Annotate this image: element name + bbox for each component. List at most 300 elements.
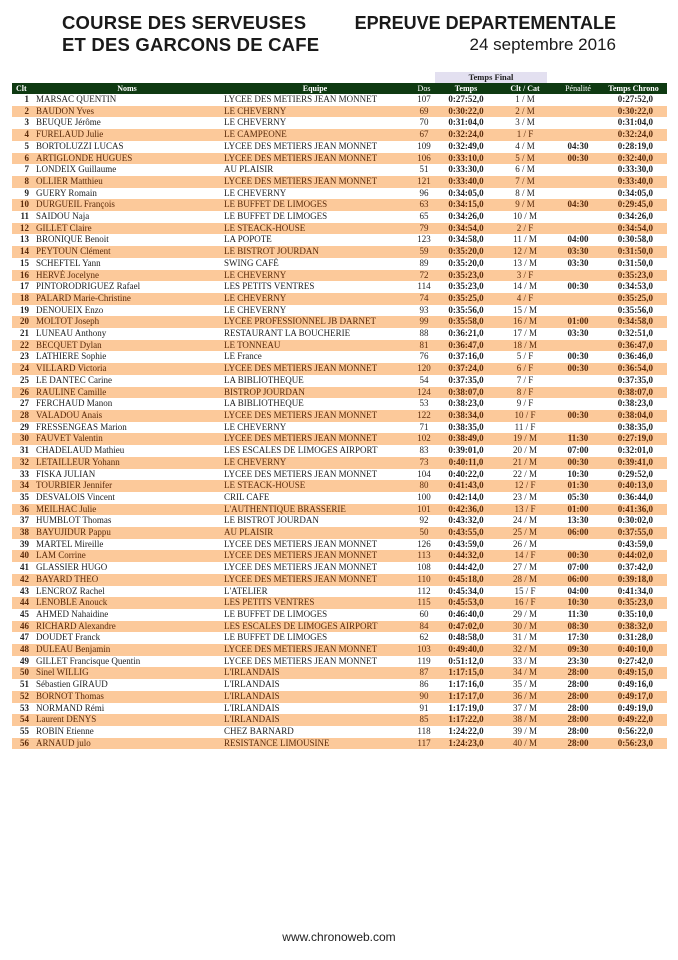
cell-category-rank: 27 / M xyxy=(512,562,537,573)
cell-category-rank: 34 / M xyxy=(494,667,556,679)
cell-chrono-time: 0:49:16,0 xyxy=(617,679,653,690)
cell-final-time: 0:51:12,0 xyxy=(448,655,484,666)
cell-penalty: 04:00 xyxy=(567,585,589,596)
cell-category-rank: 11 / M xyxy=(513,234,537,245)
cell-rank: 19 xyxy=(20,304,29,315)
cell-bib: 112 xyxy=(417,585,431,596)
col-header-noms: Noms xyxy=(34,83,220,94)
cell-category-rank: 9 / F xyxy=(516,398,534,409)
cell-penalty: 08:30 xyxy=(556,621,600,633)
cell-rank: 31 xyxy=(20,445,29,456)
cell-rank: 42 xyxy=(12,574,34,586)
cell-team: L'IRLANDAIS xyxy=(220,691,410,703)
cell-penalty xyxy=(556,539,600,551)
table-row xyxy=(12,410,667,422)
cell-chrono-time: 0:27:19,0 xyxy=(600,433,667,445)
cell-rank: 16 xyxy=(12,270,34,282)
cell-final-time: 0:43:55,0 xyxy=(438,527,494,539)
table-row xyxy=(12,351,667,363)
cell-name: GILLET Claire xyxy=(34,223,220,235)
cell-name: ROBIN Etienne xyxy=(36,725,94,736)
cell-penalty: 00:30 xyxy=(556,550,600,562)
cell-penalty xyxy=(556,164,600,176)
table-row xyxy=(12,457,667,469)
cell-chrono-time: 0:32:40,0 xyxy=(600,153,667,165)
table-row xyxy=(12,422,667,434)
cell-name: HUMBLOT Thomas xyxy=(36,515,112,526)
cell-final-time: 1:17:17,0 xyxy=(438,691,494,703)
cell-name: BRONIQUE Benoit xyxy=(36,234,109,245)
cell-category-rank: 1 / M xyxy=(515,94,535,104)
cell-rank: 52 xyxy=(12,691,34,703)
cell-bib: 93 xyxy=(419,304,429,315)
cell-rank: 22 xyxy=(12,340,34,352)
cell-category-rank: 26 / M xyxy=(512,538,537,549)
cell-final-time: 1:24:23,0 xyxy=(438,738,494,750)
cell-bib: 108 xyxy=(417,562,431,573)
temps-final-group-label: Temps Final xyxy=(435,72,547,83)
cell-final-time: 0:33:40,0 xyxy=(438,176,494,188)
cell-bib: 51 xyxy=(419,164,429,175)
table-row xyxy=(12,375,667,387)
cell-penalty: 28:00 xyxy=(567,725,589,736)
cell-chrono-time: 0:56:22,0 xyxy=(617,725,653,736)
table-row xyxy=(12,141,667,153)
cell-rank: 34 xyxy=(12,480,34,492)
cell-name: DENOUEIX Enzo xyxy=(36,304,104,315)
cell-bib: 126 xyxy=(417,538,431,549)
cell-name: PALARD Marie-Christine xyxy=(34,293,220,305)
cell-bib: 123 xyxy=(417,234,431,245)
table-row xyxy=(12,164,667,176)
table-row xyxy=(12,597,667,609)
cell-team: LE CHEVERNY xyxy=(224,187,287,198)
table-row xyxy=(12,153,667,165)
cell-rank: 25 xyxy=(20,374,29,385)
table-row xyxy=(12,433,667,445)
cell-name: TOURBIER Jennifer xyxy=(34,480,220,492)
table-row xyxy=(12,117,667,129)
col-header-clt: Clt xyxy=(12,83,34,94)
cell-bib: 76 xyxy=(419,351,429,362)
cell-penalty: 28:00 xyxy=(567,679,589,690)
cell-bib: 87 xyxy=(410,667,438,679)
cell-category-rank: 30 / M xyxy=(494,621,556,633)
cell-team: L'ATELIER xyxy=(224,585,268,596)
cell-rank: 35 xyxy=(20,491,29,502)
cell-category-rank: 4 / M xyxy=(515,140,535,151)
cell-rank: 20 xyxy=(12,316,34,328)
table-row xyxy=(12,656,667,668)
cell-chrono-time: 0:44:02,0 xyxy=(600,550,667,562)
cell-category-rank: 13 / F xyxy=(494,504,556,516)
cell-team: LE CAMPEONE xyxy=(220,129,410,141)
cell-final-time: 0:34:58,0 xyxy=(448,234,484,245)
cell-chrono-time: 0:38:04,0 xyxy=(600,410,667,422)
cell-final-time: 0:42:36,0 xyxy=(438,504,494,516)
cell-category-rank: 38 / M xyxy=(494,714,556,726)
cell-final-time: 0:27:52,0 xyxy=(448,94,484,104)
cell-chrono-time: 0:32:01,0 xyxy=(617,445,653,456)
cell-name: SCHEFTEL Yann xyxy=(36,257,101,268)
cell-penalty xyxy=(556,117,600,129)
cell-chrono-time: 0:29:45,0 xyxy=(600,199,667,211)
table-row xyxy=(12,726,667,738)
cell-category-rank: 4 / F xyxy=(494,293,556,305)
cell-bib: 109 xyxy=(417,140,431,151)
cell-name: MOLTOT Joseph xyxy=(34,316,220,328)
cell-chrono-time: 0:38:23,0 xyxy=(617,398,653,409)
cell-rank: 6 xyxy=(12,153,34,165)
cell-penalty: 28:00 xyxy=(556,667,600,679)
cell-penalty: 00:30 xyxy=(567,281,589,292)
cell-name: Sébastien GIRAUD xyxy=(36,679,108,690)
cell-bib: 73 xyxy=(410,457,438,469)
cell-chrono-time: 0:43:59,0 xyxy=(617,538,653,549)
table-row xyxy=(12,574,667,586)
cell-rank: 47 xyxy=(20,632,29,643)
cell-category-rank: 9 / M xyxy=(494,199,556,211)
cell-category-rank: 29 / M xyxy=(512,608,537,619)
cell-bib: 88 xyxy=(419,328,429,339)
cell-chrono-time: 0:31:50,0 xyxy=(617,257,653,268)
col-header-temps-chrono: Temps Chrono xyxy=(600,83,667,94)
cell-name: AHMED Nahaidine xyxy=(36,608,109,619)
cell-category-rank: 14 / M xyxy=(512,281,537,292)
cell-bib: 117 xyxy=(410,738,438,750)
results-body xyxy=(12,94,667,749)
cell-penalty: 10:30 xyxy=(556,597,600,609)
table-row xyxy=(12,469,667,481)
cell-penalty: 23:30 xyxy=(567,655,589,666)
table-row xyxy=(12,94,667,106)
cell-bib: 70 xyxy=(419,117,429,128)
cell-penalty xyxy=(556,422,600,434)
cell-team: LYCEE DES METIERS JEAN MONNET xyxy=(224,538,378,549)
cell-final-time: 0:35:25,0 xyxy=(438,293,494,305)
cell-team: LYCEE DES METIERS JEAN MONNET xyxy=(220,550,410,562)
cell-category-rank: 16 / M xyxy=(494,316,556,328)
cell-team: LE STEACK-HOUSE xyxy=(220,480,410,492)
cell-bib: 114 xyxy=(417,281,431,292)
cell-team: LE BISTROT JOURDAN xyxy=(220,246,410,258)
cell-name: CHADELAUD Mathieu xyxy=(36,445,125,456)
cell-category-rank: 16 / F xyxy=(494,597,556,609)
cell-team: LYCEE DES METIERS JEAN MONNET xyxy=(220,363,410,375)
cell-penalty xyxy=(556,129,600,141)
cell-team: LES ESCALES DE LIMOGES AIRPORT xyxy=(220,621,410,633)
cell-team: LYCEE DES METIERS JEAN MONNET xyxy=(224,94,378,104)
cell-penalty: 28:00 xyxy=(556,691,600,703)
cell-category-rank: 25 / M xyxy=(494,527,556,539)
cell-team: LE BISTROT JOURDAN xyxy=(224,515,319,526)
cell-final-time: 0:47:02,0 xyxy=(438,621,494,633)
cell-chrono-time: 0:49:17,0 xyxy=(600,691,667,703)
cell-rank: 40 xyxy=(12,550,34,562)
cell-team: CHEZ BARNARD xyxy=(224,725,294,736)
footer-url: www.chronoweb.com xyxy=(282,930,396,944)
cell-final-time: 0:37:35,0 xyxy=(448,374,484,385)
cell-rank: 5 xyxy=(24,140,29,151)
cell-rank: 46 xyxy=(12,621,34,633)
cell-team: LE CHEVERNY xyxy=(224,421,287,432)
cell-final-time: 0:45:34,0 xyxy=(448,585,484,596)
cell-team: LE CHEVERNY xyxy=(220,457,410,469)
cell-penalty: 10:30 xyxy=(567,468,589,479)
table-row xyxy=(12,644,667,656)
table-row xyxy=(12,293,667,305)
cell-name: LENOBLE Anouck xyxy=(34,597,220,609)
cell-penalty: 28:00 xyxy=(556,738,600,750)
cell-chrono-time: 0:35:10,0 xyxy=(617,608,653,619)
table-row xyxy=(12,714,667,726)
cell-bib: 120 xyxy=(410,363,438,375)
table-row xyxy=(12,504,667,516)
cell-name: BORTOLUZZI LUCAS xyxy=(36,140,124,151)
cell-team: LYCEE PROFESSIONNEL JB DARNET xyxy=(220,316,410,328)
cell-category-rank: 5 / M xyxy=(494,153,556,165)
cell-category-rank: 19 / M xyxy=(494,433,556,445)
cell-penalty: 06:00 xyxy=(556,574,600,586)
cell-category-rank: 6 / F xyxy=(494,363,556,375)
cell-rank: 49 xyxy=(20,655,29,666)
cell-category-rank: 11 / F xyxy=(514,421,536,432)
cell-chrono-time: 0:49:15,0 xyxy=(600,667,667,679)
cell-name: DOUDET Franck xyxy=(36,632,101,643)
cell-team: RESISTANCE LIMOUSINE xyxy=(220,738,410,750)
cell-team: AU PLAISIR xyxy=(224,164,274,175)
cell-bib: 62 xyxy=(419,632,429,643)
cell-final-time: 0:49:40,0 xyxy=(438,644,494,656)
cell-category-rank: 22 / M xyxy=(512,468,537,479)
cell-final-time: 0:35:23,0 xyxy=(448,281,484,292)
col-header-penalite: Pénalité xyxy=(556,83,600,94)
cell-rank: 9 xyxy=(24,187,29,198)
cell-team: LE STEACK-HOUSE xyxy=(220,223,410,235)
cell-penalty: 00:30 xyxy=(556,363,600,375)
cell-penalty xyxy=(556,176,600,188)
cell-final-time: 0:37:24,0 xyxy=(438,363,494,375)
cell-category-rank: 7 / M xyxy=(494,176,556,188)
cell-penalty: 28:00 xyxy=(556,714,600,726)
cell-name: FURELAUD Julie xyxy=(34,129,220,141)
cell-penalty xyxy=(556,398,600,410)
cell-name: ARNAUD julo xyxy=(34,738,220,750)
cell-chrono-time: 0:41:36,0 xyxy=(600,504,667,516)
cell-name: BEUQUE Jérôme xyxy=(36,117,101,128)
cell-team: LYCEE DES METIERS JEAN MONNET xyxy=(220,410,410,422)
cell-bib: 122 xyxy=(410,410,438,422)
cell-rank: 48 xyxy=(12,644,34,656)
cell-name: LETAILLEUR Yohann xyxy=(34,457,220,469)
cell-chrono-time: 0:38:07,0 xyxy=(600,387,667,399)
cell-bib: 83 xyxy=(419,445,429,456)
cell-final-time: 0:38:23,0 xyxy=(448,398,484,409)
cell-bib: 124 xyxy=(410,387,438,399)
cell-rank: 11 xyxy=(20,211,29,222)
cell-penalty xyxy=(556,223,600,235)
cell-rank: 15 xyxy=(20,257,29,268)
cell-final-time: 0:43:32,0 xyxy=(448,515,484,526)
table-row xyxy=(12,199,667,211)
cell-penalty: 09:30 xyxy=(556,644,600,656)
cell-team: AU PLAISIR xyxy=(220,527,410,539)
cell-rank: 28 xyxy=(12,410,34,422)
cell-team: LYCEE DES METIERS JEAN MONNET xyxy=(220,574,410,586)
cell-name: Sinel WILLIG xyxy=(34,667,220,679)
cell-chrono-time: 0:30:22,0 xyxy=(600,106,667,118)
cell-bib: 115 xyxy=(410,597,438,609)
cell-team: LES PETITS VENTRES xyxy=(220,597,410,609)
table-row xyxy=(12,106,667,118)
table-row xyxy=(12,258,667,270)
cell-bib: 79 xyxy=(410,223,438,235)
cell-bib: 96 xyxy=(419,187,429,198)
cell-bib: 59 xyxy=(410,246,438,258)
table-row xyxy=(12,703,667,715)
cell-penalty: 00:30 xyxy=(567,351,589,362)
cell-rank: 13 xyxy=(20,234,29,245)
cell-team: L'IRLANDAIS xyxy=(224,702,280,713)
cell-team: LYCEE DES METIERS JEAN MONNET xyxy=(224,468,378,479)
table-row xyxy=(12,246,667,258)
cell-penalty xyxy=(556,387,600,399)
event-date: 24 septembre 2016 xyxy=(469,35,616,54)
cell-category-rank: 17 / M xyxy=(512,328,537,339)
cell-final-time: 0:40:11,0 xyxy=(438,457,494,469)
table-row xyxy=(12,340,667,352)
cell-chrono-time: 0:36:47,0 xyxy=(600,340,667,352)
cell-rank: 36 xyxy=(12,504,34,516)
cell-final-time: 0:34:15,0 xyxy=(438,199,494,211)
cell-category-rank: 10 / M xyxy=(512,211,537,222)
cell-final-time: 0:34:26,0 xyxy=(448,211,484,222)
cell-penalty: 07:00 xyxy=(567,562,589,573)
cell-penalty: 01:30 xyxy=(556,480,600,492)
cell-final-time: 0:33:10,0 xyxy=(438,153,494,165)
cell-penalty xyxy=(556,106,600,118)
cell-penalty: 28:00 xyxy=(567,702,589,713)
cell-penalty xyxy=(556,211,600,223)
cell-final-time: 0:35:23,0 xyxy=(438,270,494,282)
cell-name: DULEAU Benjamin xyxy=(34,644,220,656)
cell-bib: 99 xyxy=(410,316,438,328)
cell-final-time: 0:37:16,0 xyxy=(448,351,484,362)
cell-name: VALADOU Anais xyxy=(34,410,220,422)
cell-name: HERVÉ Jocelyne xyxy=(34,270,220,282)
cell-team: LES PETITS VENTRES xyxy=(224,281,315,292)
table-row xyxy=(12,316,667,328)
cell-final-time: 0:44:32,0 xyxy=(438,550,494,562)
cell-name: LE DANTEC Carine xyxy=(36,374,112,385)
cell-rank: 54 xyxy=(12,714,34,726)
cell-rank: 55 xyxy=(20,725,29,736)
cell-category-rank: 7 / F xyxy=(516,374,534,385)
cell-team: LE France xyxy=(224,351,262,362)
table-row xyxy=(12,398,667,410)
cell-chrono-time: 0:37:35,0 xyxy=(617,374,653,385)
table-row xyxy=(12,738,667,750)
col-header-equipe: Equipe xyxy=(220,83,410,94)
cell-final-time: 0:44:42,0 xyxy=(448,562,484,573)
cell-final-time: 0:35:20,0 xyxy=(438,246,494,258)
cell-final-time: 0:45:18,0 xyxy=(438,574,494,586)
table-row xyxy=(12,328,667,340)
cell-chrono-time: 0:33:40,0 xyxy=(600,176,667,188)
cell-chrono-time: 0:34:58,0 xyxy=(600,316,667,328)
cell-final-time: 0:38:35,0 xyxy=(448,421,484,432)
cell-chrono-time: 0:36:46,0 xyxy=(617,351,653,362)
cell-chrono-time: 0:30:58,0 xyxy=(617,234,653,245)
table-row xyxy=(12,363,667,375)
cell-chrono-time: 0:35:23,0 xyxy=(600,270,667,282)
cell-rank: 39 xyxy=(20,538,29,549)
cell-name: VILLARD Victoria xyxy=(34,363,220,375)
cell-chrono-time: 0:31:28,0 xyxy=(617,632,653,643)
cell-rank: 51 xyxy=(20,679,29,690)
cell-rank: 17 xyxy=(20,281,29,292)
cell-name: LUNEAU Anthony xyxy=(36,328,107,339)
cell-chrono-time: 0:37:55,0 xyxy=(600,527,667,539)
cell-category-rank: 5 / F xyxy=(516,351,534,362)
cell-bib: 65 xyxy=(419,211,429,222)
table-row xyxy=(12,270,667,282)
cell-name: BAYUJIDUR Pappu xyxy=(34,527,220,539)
cell-bib: 92 xyxy=(419,515,429,526)
table-row xyxy=(12,539,667,551)
cell-final-time: 0:41:43,0 xyxy=(438,480,494,492)
cell-final-time: 0:40:22,0 xyxy=(448,468,484,479)
cell-name: RAULINE Camille xyxy=(34,387,220,399)
cell-rank: 12 xyxy=(12,223,34,235)
cell-team: L'IRLANDAIS xyxy=(224,679,280,690)
cell-bib: 101 xyxy=(410,504,438,516)
cell-category-rank: 2 / M xyxy=(494,106,556,118)
cell-penalty: 13:30 xyxy=(567,515,589,526)
table-row xyxy=(12,632,667,644)
cell-team: LE CHEVERNY xyxy=(220,270,410,282)
table-row xyxy=(12,550,667,562)
cell-category-rank: 21 / M xyxy=(494,457,556,469)
table-row xyxy=(12,492,667,504)
cell-penalty: 01:00 xyxy=(556,316,600,328)
cell-team: L'IRLANDAIS xyxy=(220,667,410,679)
cell-name: DURGUEIL François xyxy=(34,199,220,211)
table-row xyxy=(12,515,667,527)
cell-final-time: 0:38:49,0 xyxy=(438,433,494,445)
cell-name: GUERY Romain xyxy=(36,187,97,198)
cell-final-time: 0:34:54,0 xyxy=(438,223,494,235)
cell-final-time: 0:45:53,0 xyxy=(438,597,494,609)
cell-team: LE BUFFET DE LIMOGES xyxy=(224,632,328,643)
cell-chrono-time: 0:27:42,0 xyxy=(617,655,653,666)
cell-name: PEYTOUN Clément xyxy=(34,246,220,258)
cell-bib: 100 xyxy=(417,491,431,502)
cell-chrono-time: 0:39:41,0 xyxy=(600,457,667,469)
cell-category-rank: 10 / F xyxy=(494,410,556,422)
cell-bib: 91 xyxy=(419,702,429,713)
cell-category-rank: 37 / M xyxy=(512,702,537,713)
cell-bib: 50 xyxy=(410,527,438,539)
cell-final-time: 0:43:59,0 xyxy=(448,538,484,549)
cell-team: LYCEE DES METIERS JEAN MONNET xyxy=(220,153,410,165)
cell-name: DESVALOIS Vincent xyxy=(36,491,115,502)
cell-chrono-time: 0:35:56,0 xyxy=(617,304,653,315)
cell-category-rank: 35 / M xyxy=(512,679,537,690)
cell-rank: 8 xyxy=(12,176,34,188)
cell-chrono-time: 0:37:42,0 xyxy=(617,562,653,573)
cell-final-time: 1:17:22,0 xyxy=(438,714,494,726)
